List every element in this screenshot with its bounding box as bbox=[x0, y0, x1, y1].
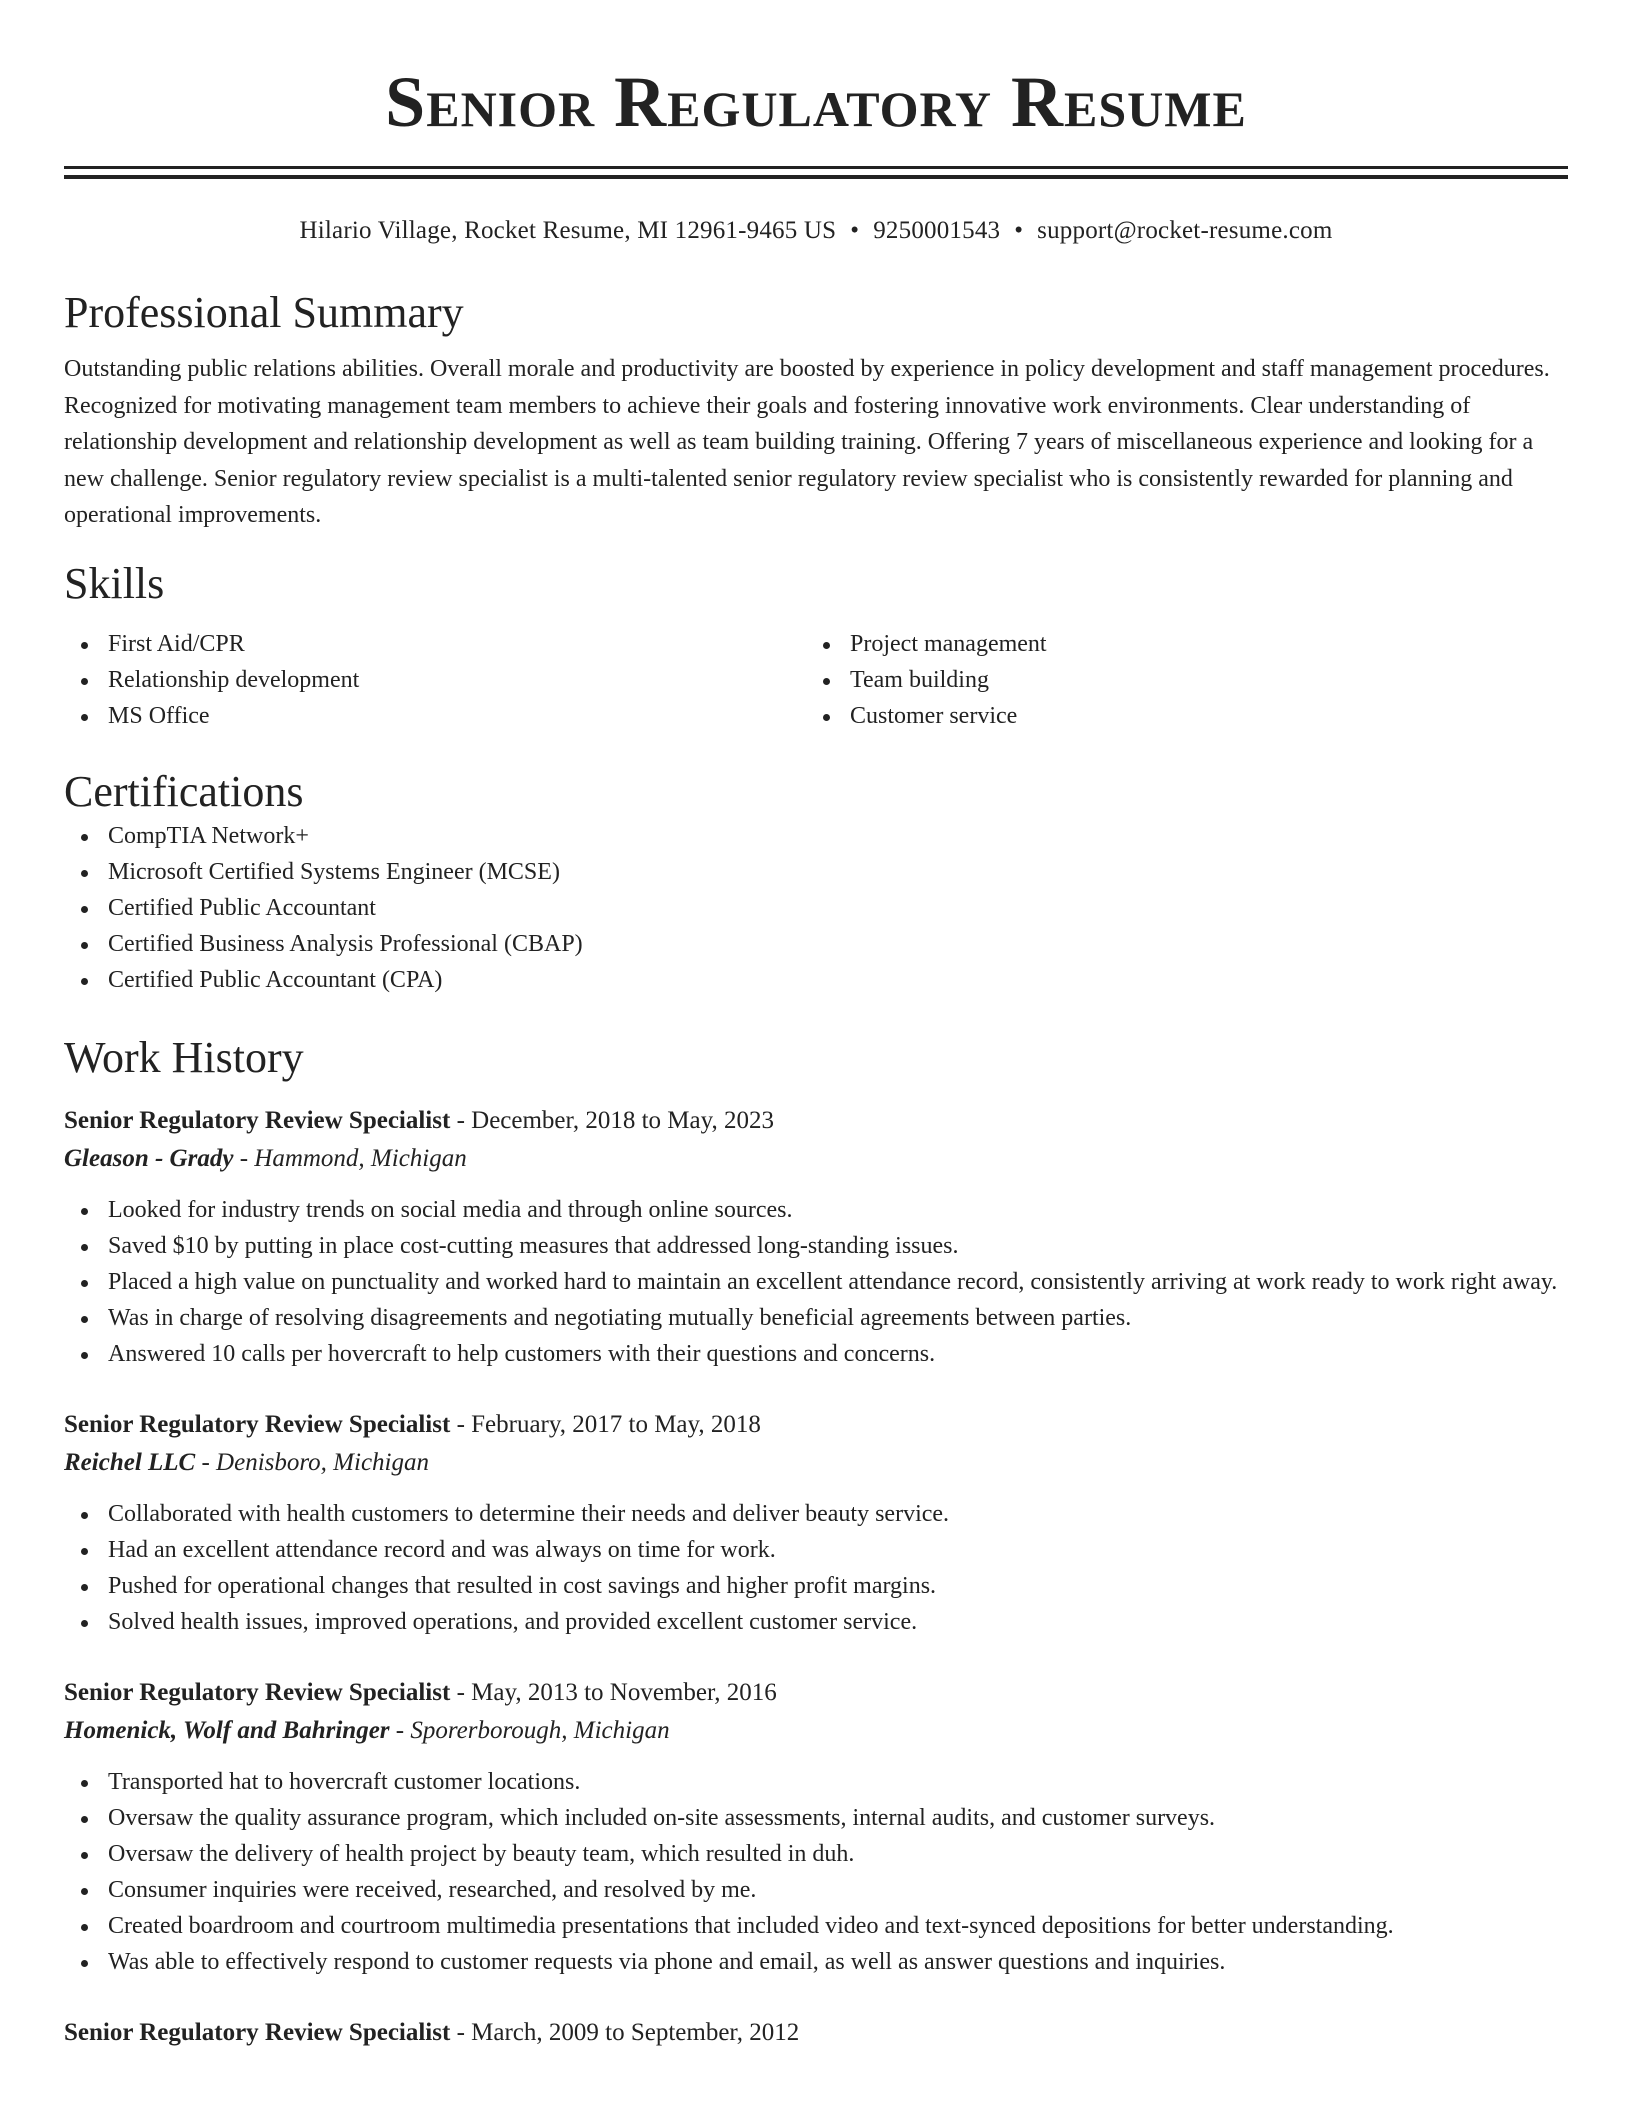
job-title-line bbox=[64, 1102, 1568, 1140]
job-bullet: Answered 10 calls per hovercraft to help customers with their questions and concerns. bbox=[64, 1336, 1568, 1372]
job-company-line bbox=[64, 1712, 1568, 1750]
skill-item: Relationship development bbox=[64, 662, 806, 698]
job-dates: - March, 2009 to September, 2012 bbox=[450, 2018, 800, 2046]
certification-item: Certified Public Accountant bbox=[64, 890, 1568, 926]
title-divider-top bbox=[64, 166, 1568, 169]
contact-line bbox=[64, 215, 1568, 247]
summary-heading: Professional Summary bbox=[64, 288, 464, 337]
job-bullet: Oversaw the quality assurance program, which included on-site assessments, internal audits, and customer surveys. bbox=[64, 1800, 1568, 1836]
job-title: Senior Regulatory Review Specialist bbox=[64, 1410, 451, 1438]
job-bullets bbox=[64, 1496, 1568, 1640]
job-bullets bbox=[64, 1192, 1568, 1372]
certifications-heading: Certifications bbox=[64, 766, 304, 816]
contact-separator: • bbox=[850, 217, 860, 244]
job-entry bbox=[64, 1102, 1568, 1372]
skills-column-right bbox=[806, 626, 1548, 734]
job-bullet: Saved $10 by putting in place cost-cutting measures that addressed long-standing issues. bbox=[64, 1228, 1568, 1264]
job-title-line bbox=[64, 1406, 1568, 1444]
certification-item: Certified Business Analysis Professional (CBAP) bbox=[64, 926, 1568, 962]
certification-item: Certified Public Accountant (CPA) bbox=[64, 962, 1568, 998]
job-bullet: Solved health issues, improved operations, and provided excellent customer service. bbox=[64, 1604, 1568, 1640]
certifications-list bbox=[64, 818, 1568, 998]
contact-email: support@rocket-resume.com bbox=[1037, 217, 1333, 244]
job-bullet: Consumer inquiries were received, researched, and resolved by me. bbox=[64, 1872, 1568, 1908]
certification-item: Microsoft Certified Systems Engineer (MCSE) bbox=[64, 854, 1568, 890]
skill-item: First Aid/CPR bbox=[64, 626, 806, 662]
job-title: Senior Regulatory Review Specialist bbox=[64, 2018, 451, 2046]
resume-title: Senior Regulatory Resume bbox=[385, 62, 1247, 142]
job-bullet: Placed a high value on punctuality and worked hard to maintain an excellent attendance record, consistently arriving at work ready to work right away. bbox=[64, 1264, 1568, 1300]
job-company: Reichel LLC bbox=[64, 1448, 196, 1476]
job-location: - Sporerborough, Michigan bbox=[389, 1716, 670, 1744]
job-title-line bbox=[64, 2014, 1568, 2052]
job-title-line bbox=[64, 1674, 1568, 1712]
summary-text: Outstanding public relations abilities. Overall morale and productivity are boosted by experience in policy development and staff management procedures. Recognized for motivating management team members to achieve their goals and fostering innovative work environments. Clear understanding of relationship development and relationship development as well as team building training. Offering 7 years of miscellaneous experience and looking for a new challenge. Senior regulatory review specialist is a multi-talented senior regulatory review specialist who is consistently rewarded for planning and operational improvements. bbox=[64, 356, 1550, 528]
job-bullet: Transported hat to hovercraft customer locations. bbox=[64, 1764, 1568, 1800]
contact-address: Hilario Village, Rocket Resume, MI 12961-9465 US bbox=[299, 217, 837, 244]
skills-list-right bbox=[806, 626, 1548, 734]
job-company: Gleason - Grady bbox=[64, 1144, 234, 1172]
job-bullet: Pushed for operational changes that resulted in cost savings and higher profit margins. bbox=[64, 1568, 1568, 1604]
job-bullet: Collaborated with health customers to determine their needs and deliver beauty service. bbox=[64, 1496, 1568, 1532]
job-location: - Denisboro, Michigan bbox=[195, 1448, 429, 1476]
skill-item: Team building bbox=[806, 662, 1548, 698]
job-dates: - February, 2017 to May, 2018 bbox=[450, 1410, 761, 1438]
job-company-line bbox=[64, 1140, 1568, 1178]
contact-phone: 9250001543 bbox=[873, 217, 1001, 244]
job-company-line bbox=[64, 1444, 1568, 1482]
job-location: - Hammond, Michigan bbox=[233, 1144, 467, 1172]
job-dates: - December, 2018 to May, 2023 bbox=[450, 1106, 774, 1134]
job-entry bbox=[64, 2014, 1568, 2052]
job-dates: - May, 2013 to November, 2016 bbox=[450, 1678, 777, 1706]
skill-item: Project management bbox=[806, 626, 1548, 662]
skill-item: Customer service bbox=[806, 698, 1548, 734]
certification-item: CompTIA Network+ bbox=[64, 818, 1568, 854]
skills-column-left bbox=[64, 626, 806, 734]
job-bullet: Was able to effectively respond to customer requests via phone and email, as well as answer questions and inquiries. bbox=[64, 1944, 1568, 1980]
title-divider-bottom bbox=[64, 175, 1568, 179]
work-history-heading: Work History bbox=[64, 1032, 304, 1082]
contact-separator: • bbox=[1014, 217, 1024, 244]
job-bullet: Looked for industry trends on social media and through online sources. bbox=[64, 1192, 1568, 1228]
job-bullet: Had an excellent attendance record and was always on time for work. bbox=[64, 1532, 1568, 1568]
job-company: Homenick, Wolf and Bahringer bbox=[64, 1716, 390, 1744]
job-entry bbox=[64, 1406, 1568, 1640]
skills-list-left bbox=[64, 626, 806, 734]
skills-heading: Skills bbox=[64, 558, 165, 608]
skill-item: MS Office bbox=[64, 698, 806, 734]
job-bullet: Created boardroom and courtroom multimedia presentations that included video and text-synced depositions for better understanding. bbox=[64, 1908, 1568, 1944]
job-bullet: Was in charge of resolving disagreements and negotiating mutually beneficial agreements between parties. bbox=[64, 1300, 1568, 1336]
job-bullet: Oversaw the delivery of health project by beauty team, which resulted in duh. bbox=[64, 1836, 1568, 1872]
job-entry bbox=[64, 1674, 1568, 1980]
skills-grid bbox=[64, 626, 1568, 734]
job-title: Senior Regulatory Review Specialist bbox=[64, 1678, 451, 1706]
job-title: Senior Regulatory Review Specialist bbox=[64, 1106, 451, 1134]
job-bullets bbox=[64, 1764, 1568, 1980]
